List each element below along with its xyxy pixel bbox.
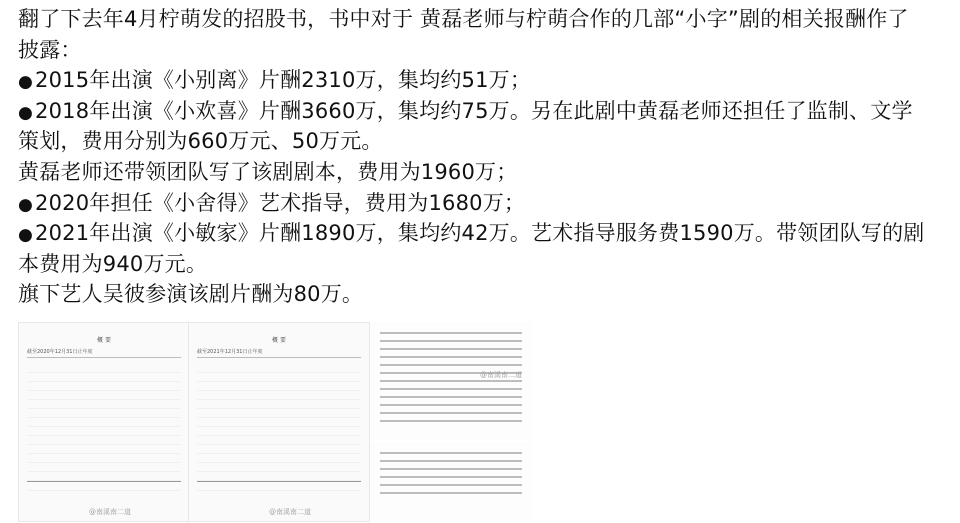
bullet-icon: ●	[18, 102, 34, 123]
document-table	[27, 364, 181, 491]
document-table	[197, 364, 361, 491]
post-image-3[interactable]: @南溪南二道	[370, 322, 532, 440]
post-image-2[interactable]: 概 要 截至2021年12月31日止年度 @南溪南二道	[188, 322, 370, 522]
bullet-icon: ●	[18, 72, 34, 93]
post-image-4[interactable]	[370, 442, 532, 520]
post-line-6: 黄磊老师还带领团队写了该剧剧本，费用为1960万；	[18, 159, 518, 184]
post-image-1[interactable]: 概 要 截至2020年12月31日止年度 @南溪南二道	[18, 322, 190, 522]
post-line-7: ●2020年担任《小舍得》艺术指导，费用为1680万；	[18, 188, 948, 219]
post-line-2: 披露：	[18, 37, 82, 62]
post-line-9: 本费用为940万元。	[18, 251, 208, 276]
bullet-icon: ●	[18, 194, 34, 215]
bullet-icon: ●	[18, 225, 34, 246]
post-line-1: 翻了下去年4月柠萌发的招股书，书中对于 黄磊老师与柠萌合作的几部“小字”剧的相关报酬作了	[18, 7, 909, 31]
post-line-5: 策划，费用分别为660万元、50万元。	[18, 129, 383, 154]
post-image-grid	[18, 322, 928, 520]
post-line-8: ●2021年出演《小敏家》片酬1890万，集均约42万。艺术指导服务费1590万。带领团队写的剧	[18, 218, 948, 249]
document-paragraph	[380, 452, 522, 494]
post-text	[18, 4, 948, 310]
post-line-4: ●2018年出演《小欢喜》片酬3660万，集均约75万。另在此剧中黄磊老师还担任了监制、文学	[18, 96, 948, 127]
post-line-3: ●2015年出演《小别离》片酬2310万，集均约51万；	[18, 65, 948, 96]
post-line-10: 旗下艺人吴彼参演该剧片酬为80万。	[18, 282, 364, 307]
